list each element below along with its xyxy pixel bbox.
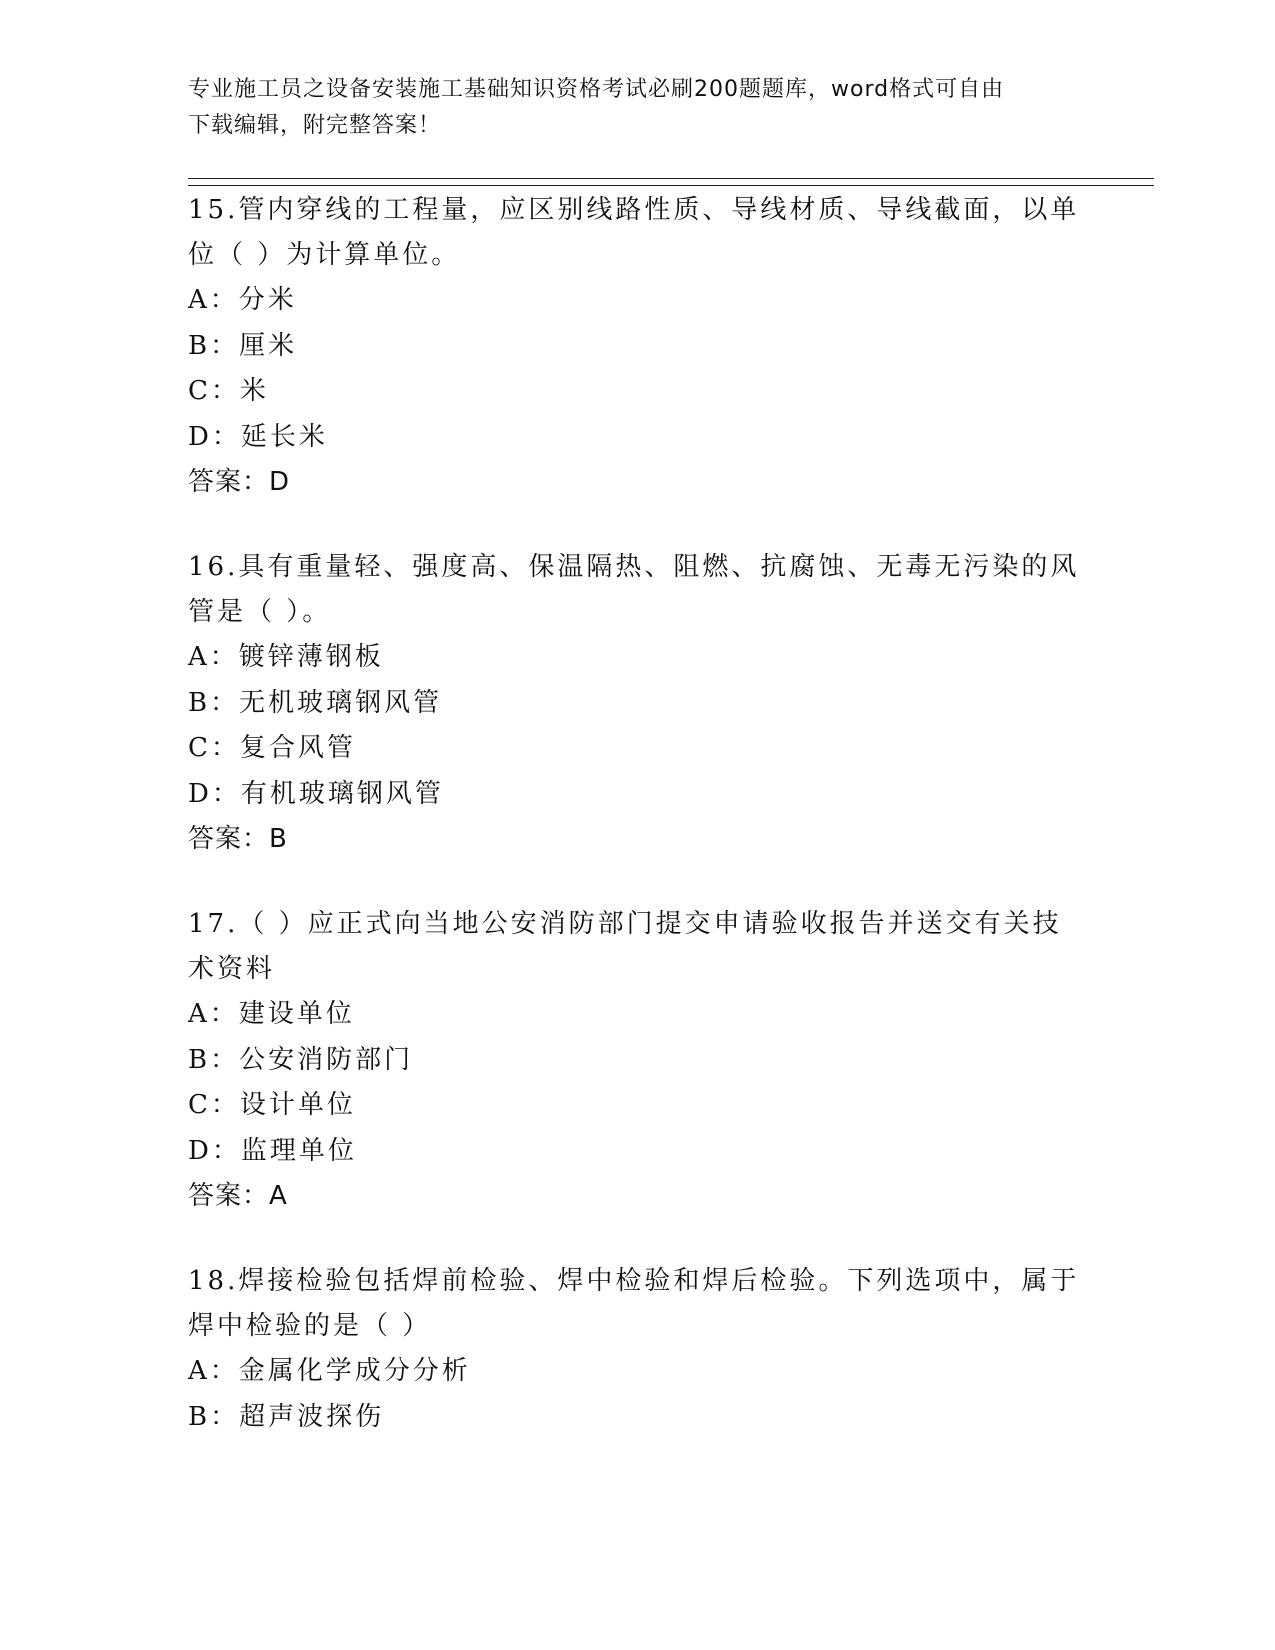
question-15 bbox=[188, 188, 1088, 505]
option-key: A： bbox=[188, 642, 239, 672]
option-text: 有机玻璃钢风管 bbox=[240, 778, 444, 809]
option-text: 分米 bbox=[238, 285, 297, 315]
option-d bbox=[188, 415, 1088, 461]
option-text: 厘米 bbox=[239, 330, 298, 361]
question-18 bbox=[188, 1259, 1088, 1440]
option-key: B： bbox=[188, 1044, 240, 1075]
option-text: 建设单位 bbox=[238, 999, 355, 1029]
option-text: 金属化学成分分析 bbox=[238, 1356, 471, 1386]
option-key: B： bbox=[188, 330, 240, 361]
question-17 bbox=[188, 902, 1088, 1219]
option-a bbox=[188, 278, 1088, 324]
option-key: C： bbox=[188, 1090, 240, 1120]
document-title-line-2: 下载编辑，附完整答案！ bbox=[188, 113, 442, 138]
option-text: 超声波探伤 bbox=[239, 1401, 385, 1432]
question-stem: 17.（ ）应正式向当地公安消防部门提交申请验收报告并送交有关技术资料 bbox=[188, 909, 1062, 984]
option-key: C： bbox=[188, 376, 240, 406]
question-stem: 16.具有重量轻、强度高、保温隔热、阻燃、抗腐蚀、无毒无污染的风管是（ ）。 bbox=[188, 552, 1080, 627]
option-b bbox=[188, 681, 1088, 727]
option-a bbox=[188, 1349, 1088, 1395]
option-b bbox=[188, 1395, 1088, 1441]
option-a bbox=[188, 992, 1088, 1038]
option-key: B： bbox=[188, 1401, 240, 1432]
option-text: 监理单位 bbox=[240, 1135, 357, 1166]
option-key: A： bbox=[188, 285, 239, 315]
option-d bbox=[188, 1129, 1088, 1175]
answer-line: 答案：B bbox=[188, 824, 288, 854]
question-list bbox=[188, 188, 1088, 1460]
answer-line: 答案：D bbox=[188, 467, 291, 497]
option-text: 无机玻璃钢风管 bbox=[239, 687, 443, 718]
option-text: 延长米 bbox=[240, 421, 328, 452]
question-stem: 18.焊接检验包括焊前检验、焊中检验和焊后检验。下列选项中，属于焊中检验的是（ ） bbox=[188, 1266, 1080, 1341]
option-text: 米 bbox=[239, 376, 269, 406]
option-key: D： bbox=[188, 778, 241, 809]
option-text: 镀锌薄钢板 bbox=[238, 642, 384, 672]
document-title-line-1: 专业施工员之设备安装施工基础知识资格考试必刷200题题库，word格式可自由 bbox=[188, 77, 1005, 102]
answer-line: 答案：A bbox=[188, 1181, 288, 1211]
option-key: A： bbox=[188, 999, 239, 1029]
option-c bbox=[188, 369, 1088, 415]
option-text: 设计单位 bbox=[239, 1090, 356, 1120]
option-b bbox=[188, 1038, 1088, 1084]
option-key: B： bbox=[188, 687, 240, 718]
option-key: D： bbox=[188, 1135, 241, 1166]
option-text: 公安消防部门 bbox=[239, 1044, 414, 1075]
option-c bbox=[188, 1083, 1088, 1129]
question-16 bbox=[188, 545, 1088, 862]
option-key: A： bbox=[188, 1356, 239, 1386]
option-d bbox=[188, 772, 1088, 818]
option-text: 复合风管 bbox=[239, 733, 356, 763]
option-a bbox=[188, 635, 1088, 681]
option-key: C： bbox=[188, 733, 240, 763]
question-stem: 15.管内穿线的工程量，应区别线路性质、导线材质、导线截面，以单位（ ）为计算单位。 bbox=[188, 195, 1080, 270]
page-header bbox=[188, 72, 1088, 144]
header-double-rule bbox=[188, 178, 1154, 186]
option-b bbox=[188, 324, 1088, 370]
option-key: D： bbox=[188, 421, 241, 452]
option-c bbox=[188, 726, 1088, 772]
